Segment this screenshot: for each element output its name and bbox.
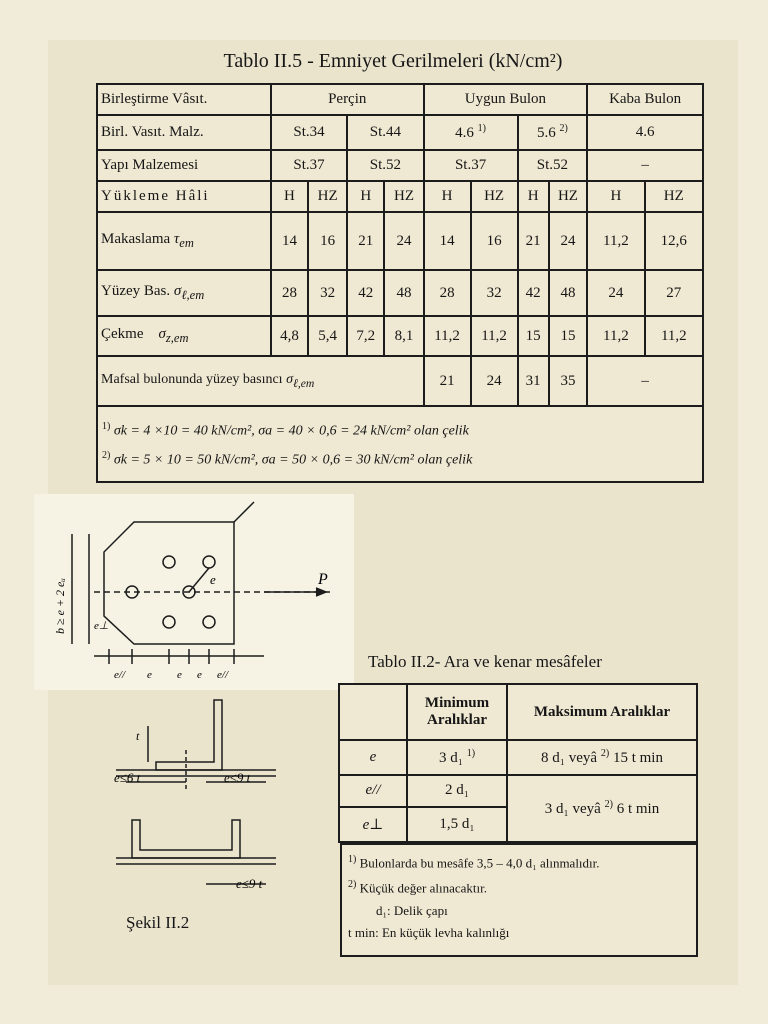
footnote	[348, 874, 690, 899]
table-cell: –	[587, 356, 703, 406]
table-cell: 11,2	[587, 316, 644, 356]
table-cell: 35	[549, 356, 588, 406]
table-cell: St.44	[347, 115, 423, 149]
table-cell: 24	[471, 356, 518, 406]
table-cell: 42	[347, 270, 384, 316]
table-cell	[507, 740, 697, 775]
spacing-table	[338, 683, 698, 843]
table-cell: 1,5 d₁	[407, 807, 507, 842]
footnote-mark: 1)	[477, 122, 486, 134]
footnote	[102, 444, 700, 473]
symbol: σ	[158, 326, 166, 342]
row-label	[97, 316, 271, 356]
row-label	[97, 270, 271, 316]
cell-value: 8 d₁ veyâ	[541, 750, 598, 766]
symbol-subscript: em	[179, 236, 194, 250]
footnote	[348, 849, 690, 874]
footnote	[348, 922, 690, 944]
table-cell	[407, 740, 507, 775]
table-cell: St.37	[424, 150, 518, 181]
table-cell: 42	[518, 270, 549, 316]
table-cell: 11,2	[424, 316, 471, 356]
dim-label: e≤9 t	[236, 876, 263, 891]
footnote-mark: 2)	[559, 122, 568, 134]
cell-value: 4.6	[455, 124, 474, 141]
dim-label: e≤6 t	[114, 770, 141, 785]
allowable-stress-table	[96, 83, 704, 483]
table-cell: H	[271, 181, 308, 212]
footnote	[102, 415, 700, 444]
table-cell: 14	[424, 212, 471, 270]
label-text: Yüzey Bas.	[101, 283, 171, 299]
bolt-hole	[163, 556, 175, 568]
cell-value: 3 d₁ veyâ	[544, 801, 601, 817]
col-minimum: Minimum Aralıklar	[407, 684, 507, 740]
table-cell: 48	[384, 270, 423, 316]
table-cell: St.52	[347, 150, 423, 181]
bolt-hole	[163, 616, 175, 628]
table-cell: St.34	[271, 115, 347, 149]
footnote-mark: 2)	[348, 879, 357, 891]
table-cell: 24	[384, 212, 423, 270]
footnote-mark: 2)	[102, 450, 111, 461]
table-row	[339, 775, 697, 807]
arrow-head	[316, 588, 326, 596]
table-cell: 12,6	[645, 212, 703, 270]
table-row	[97, 270, 703, 316]
row-label: Birleştirme Vâsıt.	[97, 84, 271, 115]
table2-title: Tablo II.2- Ara ve kenar mesâfeler	[368, 652, 602, 671]
footnote-mark: 2)	[604, 799, 613, 810]
table-cell: 21	[424, 356, 471, 406]
table-cell	[424, 115, 518, 149]
bolt-plate-figure	[34, 494, 354, 690]
row-label: Birl. Vasıt. Malz.	[97, 115, 271, 149]
table-cell: 28	[271, 270, 308, 316]
table-cell: 14	[271, 212, 308, 270]
angle-section	[156, 700, 222, 770]
table-row	[339, 740, 697, 775]
bolt-hole	[203, 556, 215, 568]
table-cell: 11,2	[471, 316, 518, 356]
table-cell: 32	[308, 270, 347, 316]
symbol: σ	[173, 283, 182, 299]
footnote-text: σk = 5 × 10 = 50 kN/cm², σa = 50 × 0,6 = 30 kN/cm² olan çelik	[113, 452, 473, 468]
footnote-text: Bulonlarda bu mesâfe 3,5 – 4,0 d₁ alınmalıdır.	[359, 855, 600, 871]
bottom-dim-label: e	[197, 669, 202, 681]
col-uygun-bulon: Uygun Bulon	[424, 84, 588, 115]
table-cell: 24	[587, 270, 644, 316]
figure-caption: Şekil II.2	[126, 913, 190, 932]
table-cell: 15	[518, 316, 549, 356]
row-label	[97, 356, 424, 406]
footnote-mark: 1)	[348, 854, 357, 865]
cell-value: 6 t min	[616, 801, 660, 817]
table-cell: 15	[549, 316, 588, 356]
table-cell: 31	[518, 356, 549, 406]
footnote-text: σk = 4 ×10 = 40 kN/cm², σa = 40 × 0,6 = 24 kN/cm² olan çelik	[113, 424, 469, 439]
table-cell: HZ	[549, 181, 588, 212]
table-cell: HZ	[645, 181, 703, 212]
bottom-dim-label: e//	[217, 669, 228, 681]
footnote-mark: 1)	[102, 421, 111, 433]
cell-value: 5.6	[536, 124, 556, 141]
table-cell: 21	[518, 212, 549, 270]
table-cell: H	[587, 181, 644, 212]
row-symbol: e	[339, 740, 407, 775]
label-text: Mafsal bulonunda yüzey basıncı	[101, 372, 283, 388]
symbol: τ	[173, 231, 180, 247]
table-cell: 16	[308, 212, 347, 270]
table-row	[97, 316, 703, 356]
table-cell: St.52	[518, 150, 588, 181]
table-cell: 24	[549, 212, 588, 270]
label-text: Çekme	[101, 326, 144, 342]
row-label: Yükleme Hâli	[97, 181, 271, 212]
e-diagonal	[189, 568, 209, 592]
force-label: P	[318, 571, 328, 588]
table-cell: 11,2	[587, 212, 644, 270]
dim-label: e≤9 t	[224, 770, 251, 785]
symbol: σ	[286, 372, 293, 388]
table-cell: 8,1	[384, 316, 423, 356]
row-label	[97, 212, 271, 270]
table-footnotes	[97, 406, 703, 482]
table-cell: –	[587, 150, 703, 181]
table-row	[97, 150, 703, 181]
table-cell: 4,8	[271, 316, 308, 356]
row-symbol: e//	[339, 775, 407, 807]
table-cell: 32	[471, 270, 518, 316]
col-percin: Perçin	[271, 84, 424, 115]
table-cell: 2 d₁	[407, 775, 507, 807]
footnote-text: d₁: Delik çapı	[376, 902, 448, 918]
bottom-dim-label: e	[147, 669, 152, 681]
bottom-dim-label: e//	[114, 669, 125, 681]
table-row	[97, 181, 703, 212]
footnote	[348, 900, 690, 922]
table-cell: HZ	[384, 181, 423, 212]
table-cell: 7,2	[347, 316, 384, 356]
width-label: b ≥ e + 2 eᵤ	[53, 578, 67, 634]
table-cell: 48	[549, 270, 588, 316]
table-cell: 5,4	[308, 316, 347, 356]
label-text: Makaslama	[101, 231, 171, 247]
table1-title: Tablo II.5 - Emniyet Gerilmeleri (kN/cm²)	[223, 50, 563, 72]
table-row	[339, 684, 697, 740]
footnote-mark: 2)	[600, 748, 610, 759]
footnote-text: Küçük değer alınacaktır.	[359, 880, 488, 896]
channel-section	[132, 820, 240, 858]
table-cell: HZ	[471, 181, 518, 212]
thickness-label: t	[136, 729, 140, 743]
table-cell: 4.6	[587, 115, 703, 149]
table-cell: HZ	[308, 181, 347, 212]
table-cell: 28	[424, 270, 471, 316]
table-cell: 27	[645, 270, 703, 316]
bottom-dim-label: e	[177, 669, 182, 681]
table-cell: 16	[471, 212, 518, 270]
table2-footnotes	[340, 843, 698, 957]
table-cell	[507, 775, 697, 842]
table-cell: 21	[347, 212, 384, 270]
footnote-text: t min: En küçük levha kalınlığı	[348, 924, 510, 940]
bolt-hole	[203, 616, 215, 628]
symbol-subscript: z,em	[165, 331, 189, 345]
table-row	[97, 212, 703, 270]
symbol-subscript: ℓ,em	[292, 376, 315, 390]
table-cell: H	[424, 181, 471, 212]
footnote-mark: 1)	[466, 748, 476, 759]
col-kaba-bulon: Kaba Bulon	[587, 84, 703, 115]
row-symbol: e⊥	[339, 807, 407, 842]
symbol-subscript: ℓ,em	[181, 288, 205, 302]
table-row	[97, 115, 703, 149]
table-row	[97, 84, 703, 115]
table-cell: St.37	[271, 150, 347, 181]
edge-line	[234, 502, 254, 522]
table-cell: H	[518, 181, 549, 212]
cell-value: 15 t min	[612, 750, 663, 766]
table-row	[97, 406, 703, 482]
col-maximum: Maksimum Aralıklar	[507, 684, 697, 740]
table-cell	[339, 684, 407, 740]
row-label: Yapı Malzemesi	[97, 150, 271, 181]
table-cell: 11,2	[645, 316, 703, 356]
e-label: e	[210, 572, 216, 587]
e-perp-label: e⊥	[94, 620, 109, 632]
table-cell	[518, 115, 588, 149]
table-cell: H	[347, 181, 384, 212]
cell-value: 3 d₁	[438, 750, 463, 766]
section-figure	[96, 690, 306, 940]
table-row	[97, 356, 703, 406]
